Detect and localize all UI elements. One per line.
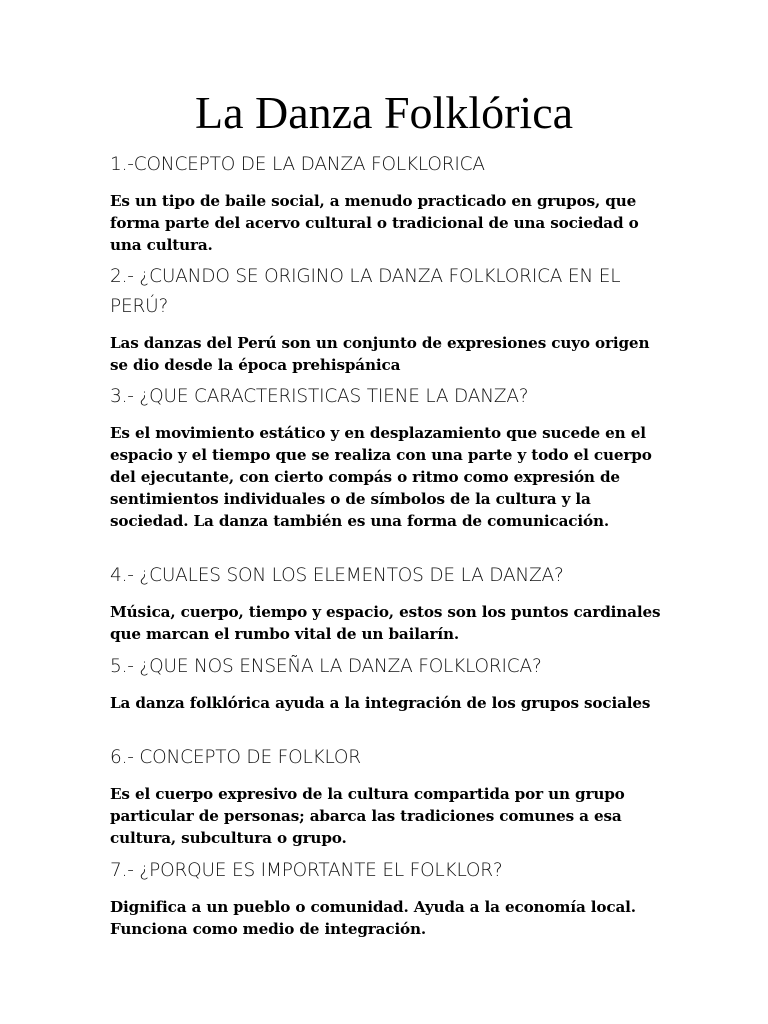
document-title: La Danza Folklórica — [194, 87, 574, 138]
section-heading: 1.-CONCEPTO DE LA DANZA FOLKLORICA — [110, 154, 485, 175]
section-1 — [110, 150, 670, 256]
section-answer: Música, cuerpo, tiempo y espacio, estos son los puntos cardinales que marcan el rumbo vital de un bailarín. — [110, 603, 661, 643]
section-heading: 7.- ¿PORQUE ES IMPORTANTE EL FOLKLOR? — [110, 860, 503, 881]
section-3 — [110, 382, 670, 532]
section-heading: 4.- ¿CUALES SON LOS ELEMENTOS DE LA DANZA? — [110, 565, 564, 586]
section-heading: 3.- ¿QUE CARACTERISTICAS TIENE LA DANZA? — [110, 386, 529, 407]
section-heading: 6.- CONCEPTO DE FOLKLOR — [110, 747, 361, 768]
section-answer: Dignifica a un pueblo o comunidad. Ayuda a la economía local. Funciona como medio de integración. — [110, 898, 636, 938]
section-5 — [110, 652, 670, 714]
section-4 — [110, 561, 670, 645]
section-answer: Es el cuerpo expresivo de la cultura compartida por un grupo particular de personas; abarca las tradiciones comunes a esa cultura, subcultura o grupo. — [110, 785, 625, 847]
section-2 — [110, 262, 670, 376]
section-7 — [110, 856, 670, 940]
section-answer: Es el movimiento estático y en desplazamiento que sucede en el espacio y el tiempo que se realiza con una parte y todo el cuerpo del ejecutante, con cierto compás o ritmo como expresión de sentimientos individuales o de símbolos de la cultura y la sociedad. La danza también es una forma de comunicación. — [110, 424, 652, 530]
section-answer: La danza folklórica ayuda a la integración de los grupos sociales — [110, 694, 651, 712]
section-answer: Es un tipo de baile social, a menudo practicado en grupos, que forma parte del acervo cultural o tradicional de una sociedad o una cultura. — [110, 192, 639, 254]
section-answer: Las danzas del Perú son un conjunto de expresiones cuyo origen se dio desde la época prehispánica — [110, 334, 650, 374]
section-heading: 5.- ¿QUE NOS ENSEÑA LA DANZA FOLKLORICA? — [110, 656, 542, 677]
section-6 — [110, 743, 670, 849]
section-heading: 2.- ¿CUANDO SE ORIGINO LA DANZA FOLKLORICA EN EL PERÚ? — [110, 266, 621, 317]
